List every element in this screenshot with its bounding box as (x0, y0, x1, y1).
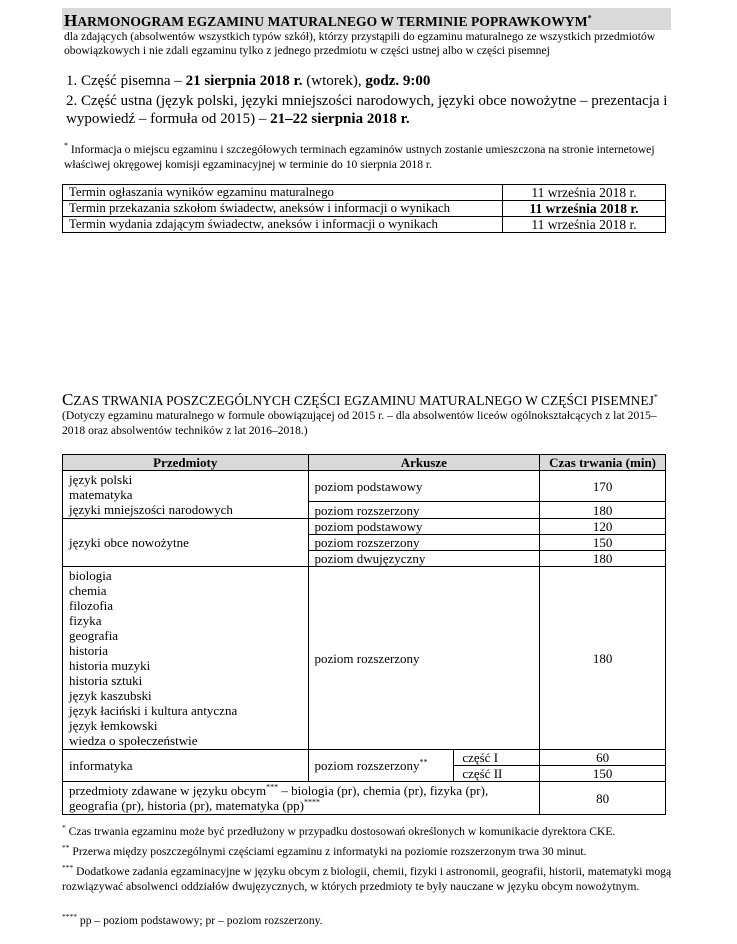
sheet-cell: poziom podstawowy (308, 519, 540, 535)
subject: matematyka (69, 487, 133, 502)
subject-cell: informatyka (63, 750, 309, 782)
footnote: *** Dodatkowe zadania egzaminacyjne w języku obcym z biologii, chemii, fizyki i astronomii, geografii, historii, matematyki mogą rozwiązywać absolwenci oddziałów dwujęzycznych, w których przedmioty te były nauczane w języku obcym nowożytnym. (62, 863, 672, 893)
schedule-item-written: 1. Część pisemna – 21 sierpnia 2018 r. (wtorek), godz. 9:00 (66, 73, 431, 89)
subject: wiedza o społeczeństwie (69, 733, 198, 748)
subject: język kaszubski (69, 688, 152, 703)
duration-table (62, 454, 666, 815)
subject: język łaciński i kultura antyczna (69, 703, 238, 718)
subject: historia (69, 643, 108, 658)
footnote: **** pp – poziom podstawowy; pr – poziom rozszerzony. (62, 912, 323, 927)
duration-cell: 60 (540, 750, 666, 766)
info-footnote: * Informacja o miejscu egzaminu i szczegółowych terminach egzaminów ustnych zostanie umieszczona na stronie internetowej właściwej okręgowej komisji egzaminacyjnej w terminie do 10 sierpnia 2018 r. (64, 141, 655, 171)
duration-cell: 80 (540, 782, 666, 815)
date-value: 11 września 2018 r. (503, 201, 666, 217)
section-description: (Dotyczy egzaminu maturalnego w formule obowiązującej od 2015 r. – dla absolwentów liceów ogólnokształcących z lat 2015–2018 oraz absolwentów techników z lat 2016–2018.) (62, 409, 657, 437)
subject: historia muzyki (69, 658, 151, 673)
dates-table (62, 184, 666, 233)
subject: biologia (69, 568, 112, 583)
date-value: 11 września 2018 r. (503, 185, 666, 201)
section-title: CZAS TRWANIA POSZCZEGÓLNYCH CZĘŚCI EGZAMINU MATURALNEGO W CZĘŚCI PISEMNEJ* (62, 390, 658, 409)
sheet-cell: poziom rozszerzony** (308, 750, 454, 782)
table-row (63, 567, 666, 750)
subject: język polski (69, 472, 133, 487)
part-cell: część II (454, 766, 540, 782)
foreign-language-subjects-cell: przedmioty zdawane w języku obcym*** – biologia (pr), chemia (pr), fizyka (pr), geografia (pr), historia (pr), matematyka (pp)**** (63, 782, 540, 815)
subject-cell: języki obce nowożytne (63, 519, 309, 567)
duration-cell: 150 (540, 535, 666, 551)
footnote: ** Przerwa między poszczególnymi częściami egzaminu z informatyki na poziomie rozszerzonym trwa 30 minut. (62, 843, 587, 858)
header-subjects: Przedmioty (63, 455, 309, 471)
table-row (63, 201, 666, 217)
page-title: HARMONOGRAM EGZAMINU MATURALNEGO W TERMINIE POPRAWKOWYM* (64, 11, 592, 30)
sheet-cell: poziom podstawowy (308, 471, 540, 502)
table-row (63, 185, 666, 201)
duration-cell: 180 (540, 502, 666, 519)
header-duration: Czas trwania (min) (540, 455, 666, 471)
table-row (63, 471, 666, 502)
subject: filozofia (69, 598, 114, 613)
duration-cell: 120 (540, 519, 666, 535)
part-cell: część I (454, 750, 540, 766)
subject: chemia (69, 583, 107, 598)
duration-cell: 180 (540, 567, 666, 750)
duration-cell: 150 (540, 766, 666, 782)
sheet-cell: poziom rozszerzony (308, 535, 540, 551)
duration-cell: 170 (540, 471, 666, 502)
subject: język łemkowski (69, 718, 158, 733)
table-header-row (63, 455, 666, 471)
sheet-cell: poziom rozszerzony (308, 502, 540, 519)
sheet-cell: poziom rozszerzony (308, 567, 540, 750)
subject: fizyka (69, 613, 102, 628)
sheet-cell: poziom dwujęzyczny (308, 551, 540, 567)
subject: geografia (69, 628, 119, 643)
table-row (63, 750, 666, 766)
date-value: 11 września 2018 r. (503, 217, 666, 233)
subject: historia sztuki (69, 673, 143, 688)
header-sheets: Arkusze (308, 455, 540, 471)
table-row (63, 519, 666, 535)
table-row (63, 217, 666, 233)
schedule-item-oral: 2. Część ustna (język polski, języki mniejszości narodowych, języki obce nowożytne – prezentacja i wypowiedź – formuła od 2015) – 21–22 sierpnia 2018 r. (66, 93, 668, 127)
subject-cell (63, 471, 309, 519)
date-label: Termin ogłaszania wyników egzaminu maturalnego (63, 185, 503, 201)
date-label: Termin wydania zdającym świadectw, aneksów i informacji o wynikach (63, 217, 503, 233)
table-row (63, 782, 666, 815)
date-label: Termin przekazania szkołom świadectw, aneksów i informacji o wynikach (63, 201, 503, 217)
subject-cell (63, 567, 309, 750)
duration-cell: 180 (540, 551, 666, 567)
footnote: * Czas trwania egzaminu może być przedłużony w przypadku dostosowań określonych w komunikacie dyrektora CKE. (62, 823, 616, 838)
subject: języki mniejszości narodowych (69, 502, 233, 517)
page-subtitle: dla zdających (absolwentów wszystkich typów szkół), którzy przystąpili do egzaminu maturalnego ze wszystkich przedmiotów obowiązkowych i nie zdali egzaminu tylko z jednego przedmiotu w części ustnej albo w części pisemnej (64, 30, 656, 57)
